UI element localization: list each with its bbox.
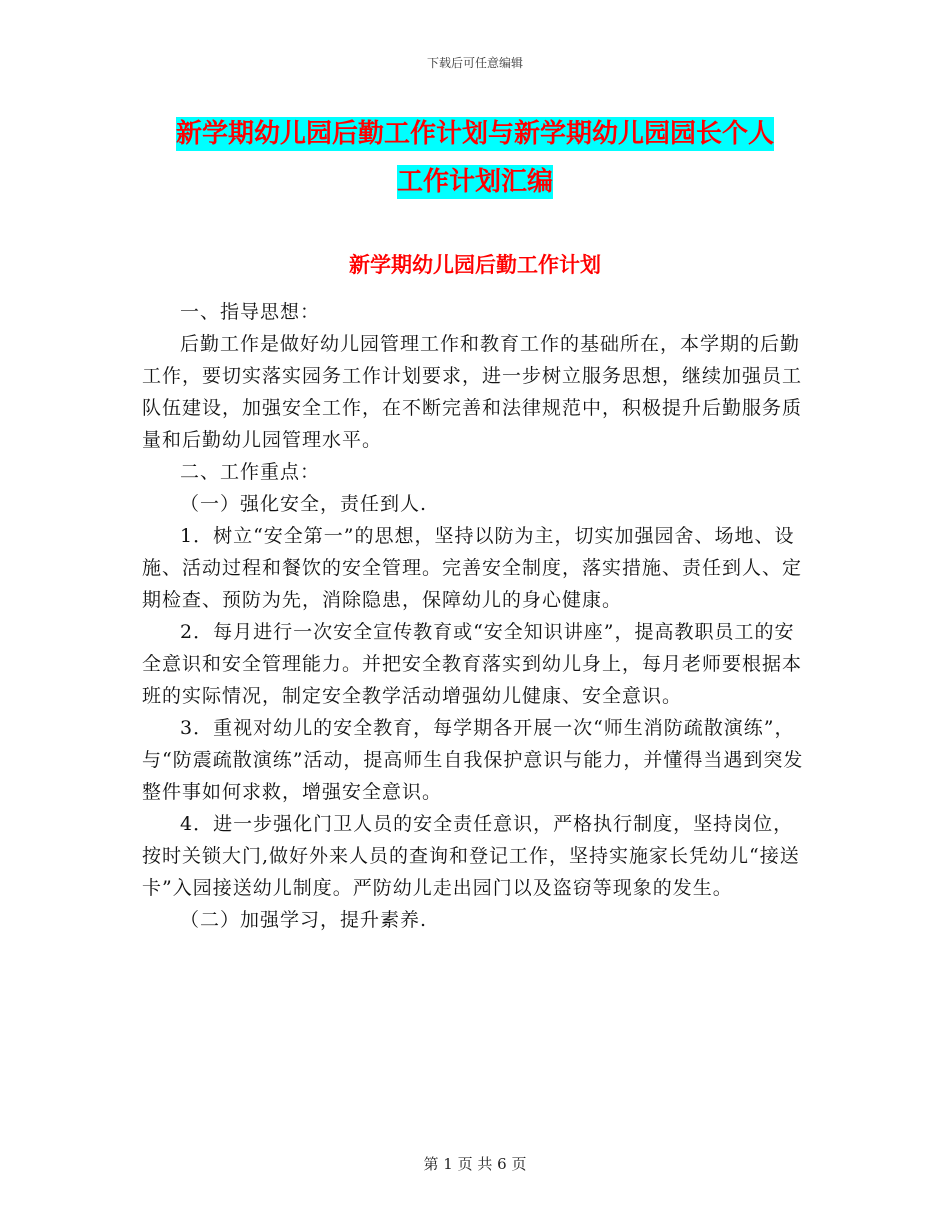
document-title (120, 110, 830, 206)
document-title-line-2: 工作计划汇编 (396, 167, 553, 197)
page-footer: 第 1 页 共 6 页 (423, 1155, 527, 1173)
heading-guiding-thought: 一、指导思想： (180, 301, 321, 323)
subheading-learning: （二）加强学习，提升素养. (180, 909, 428, 931)
header-note: 下载后可任意编辑 (426, 56, 523, 70)
section-title: 新学期幼儿园后勤工作计划 (349, 253, 601, 277)
paragraph-item-4: 4．进一步强化门卫人员的安全责任意识，严格执行制度，坚持岗位，按时关锁大门,做好外来人员的查询和登记工作，坚持实施家长凭幼儿“接送卡”入园接送幼儿制度。严防幼儿走出园门以及盗窃等现象的发生。 (142, 813, 800, 899)
paragraph-guiding-thought: 后勤工作是做好幼儿园管理工作和教育工作的基础所在，本学期的后勤工作，要切实落实园务工作计划要求，进一步树立服务思想，继续加强员工队伍建设，加强安全工作，在不断完善和法律规范中，积极提升后勤服务质量和后勤幼儿园管理水平。 (142, 333, 803, 451)
paragraph-item-1: 1．树立“安全第一”的思想，坚持以防为主，切实加强园舍、场地、设施、活动过程和餐饮的安全管理。完善安全制度，落实措施、责任到人、定期检查、预防为先，消除隐患，保障幼儿的身心健康。 (142, 525, 803, 611)
paragraph-item-2: 2．每月进行一次安全宣传教育或“安全知识讲座”，提高教职员工的安全意识和安全管理能力。并把安全教育落实到幼儿身上，每月老师要根据本班的实际情况，制定安全教学活动增强幼儿健康、安全意识。 (142, 621, 803, 707)
heading-work-focus: 二、工作重点： (180, 461, 321, 483)
subheading-safety: （一）强化安全，责任到人. (180, 493, 428, 515)
document-body (142, 296, 812, 936)
document-title-line-1: 新学期幼儿园后勤工作计划与新学期幼儿园园长个人 (175, 119, 774, 149)
paragraph-item-3: 3．重视对幼儿的安全教育，每学期各开展一次“师生消防疏散演练”，与“防震疏散演练”活动，提高师生自我保护意识与能力，并懂得当遇到突发整件事如何求救，增强安全意识。 (142, 717, 804, 803)
